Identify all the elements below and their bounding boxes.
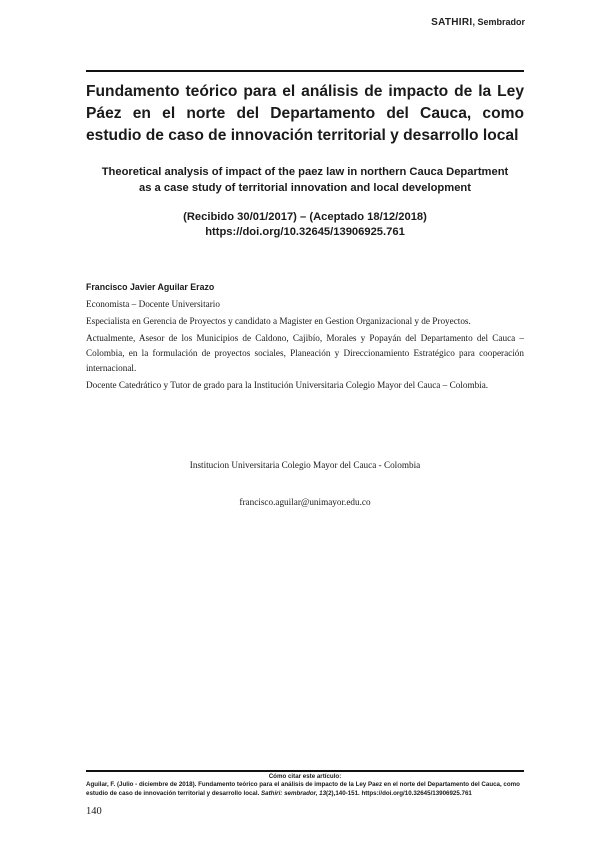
footer-rule xyxy=(86,770,524,772)
citation-text xyxy=(86,781,524,798)
article-title: Fundamento teórico para el análisis de impacto de la Ley Páez en el norte del Departamento del Cauca, como estudio de caso de innovación territorial y desarrollo local xyxy=(86,83,524,144)
subtitle-line-2: as a case study of territorial innovation and local development xyxy=(139,182,471,194)
running-header xyxy=(431,17,525,28)
citation-journal: Sathiri: sembrador, 13 xyxy=(261,789,327,797)
author-bio-line: Actualmente, Asesor de los Municipios de Caldono, Cajibío, Morales y Popayán del Departamento del Cauca – Colombia, en la formulación de proyectos sociales, Planeación y Direccionamiento Estratégico para cooperación internacional. xyxy=(86,333,524,373)
subtitle-line-1: Theoretical analysis of impact of the paez law in northern Cauca Department xyxy=(101,166,509,178)
author-bio-line: Especialista en Gerencia de Proyectos y candidato a Magister en Gestion Organizacional y de Proyectos. xyxy=(86,316,471,326)
received-accepted-dates: (Recibido 30/01/2017) – (Aceptado 18/12/2018) xyxy=(183,211,427,223)
author-institution: Institucion Universitaria Colegio Mayor del Cauca - Colombia xyxy=(189,460,421,470)
author-name: Francisco Javier Aguilar Erazo xyxy=(86,282,215,292)
page-number: 140 xyxy=(86,806,102,817)
journal-name: SATHIRI xyxy=(431,17,473,28)
author-block xyxy=(86,280,524,395)
journal-section: , Sembrador xyxy=(472,17,525,27)
citation-text-end: (2),140-151. https://doi.org/10.32645/13906925.761 xyxy=(326,789,472,797)
citation-label: Cómo citar este artículo: xyxy=(268,773,342,780)
author-email[interactable]: francisco.aguilar@unimayor.edu.co xyxy=(239,497,371,507)
top-rule xyxy=(86,70,524,72)
article-dates xyxy=(86,210,524,240)
doi-link[interactable]: https://doi.org/10.32645/13906925.761 xyxy=(205,226,405,238)
article-subtitle xyxy=(86,164,524,196)
author-bio-line: Docente Catedrático y Tutor de grado para la Institución Universitaria Colegio Mayor del Cauca – Colombia. xyxy=(86,380,489,390)
citation-text-main: Aguilar, F. (Julio - diciembre de 2018). Fundamento teórico para el análisis de impacto de la Ley Paez en el norte del Departamento del Cauca, como estudio de caso de innovación territorial y desarrollo local. xyxy=(86,781,520,797)
author-bio-line: Economista – Docente Universitario xyxy=(86,299,220,309)
